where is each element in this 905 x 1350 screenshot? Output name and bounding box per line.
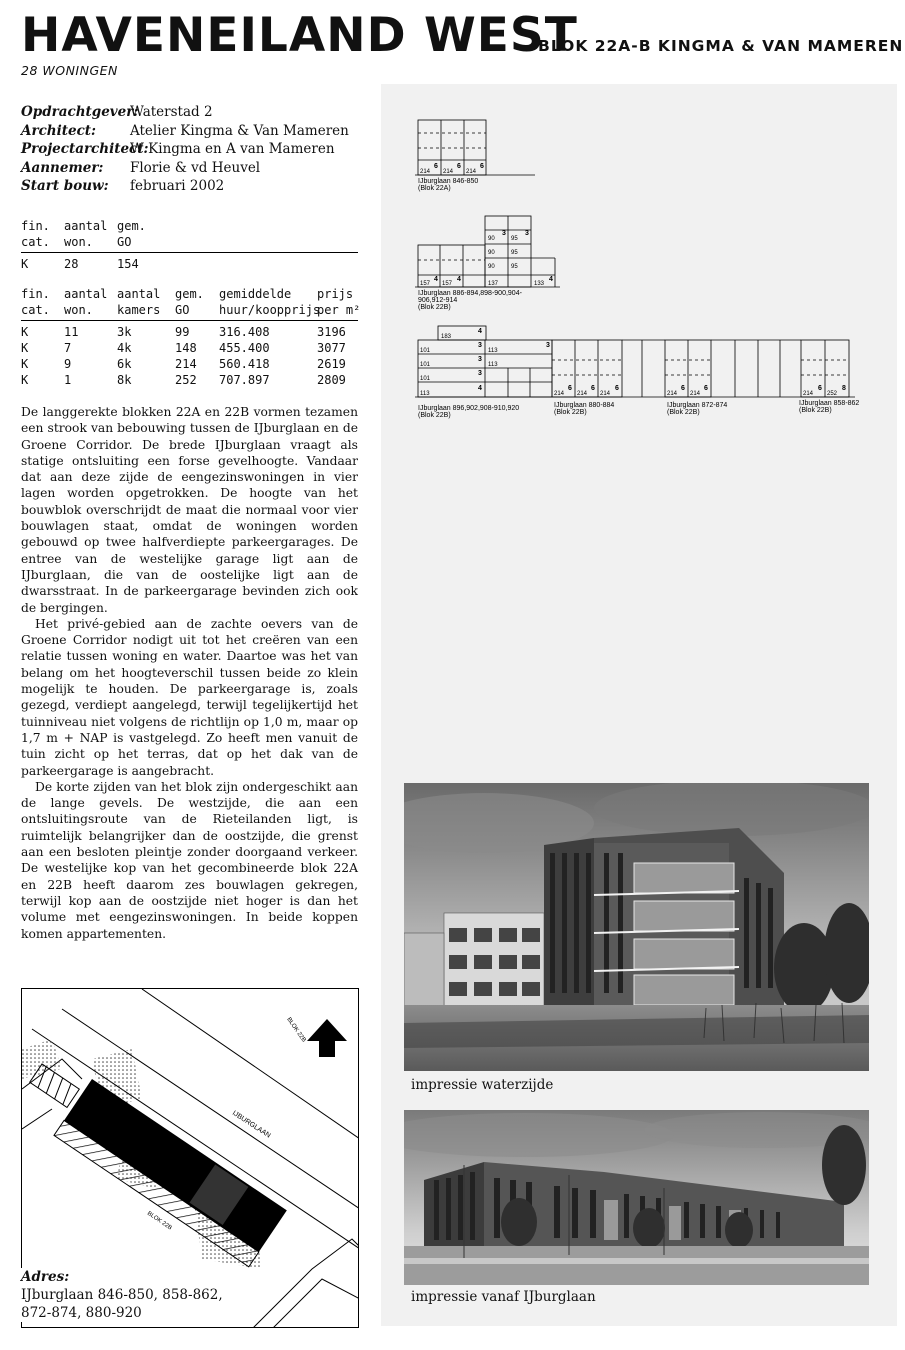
- meta-row: [21, 122, 349, 141]
- north-arrow-icon: [307, 1019, 347, 1057]
- summary-table: [21, 218, 358, 272]
- plan-value: 214: [443, 169, 454, 175]
- plan-label: 906,912-914: [418, 297, 458, 304]
- plan-count: 6: [818, 385, 822, 392]
- table-header: [21, 286, 361, 321]
- caption-ijburglaan: impressie vanaf IJburglaan: [411, 1289, 596, 1305]
- paragraph: De langgerekte blokken 22A en 22B vormen tezamen een strook van bebouwing tussen de IJburglaan en de Groene Corridor. De brede IJburglaan vraagt als statige ontsluiting een forse gevelhoogte. Vandaar dat aan deze zijde de eengezinswoningen in vier lagen worden opgetrokken. De hoogte van het bouwblok overschrijdt de maat die normaal voor vier bouwlagen staat, omdat de woningen worden gebouwd op twee halfverdiepte parkeergarages. De entree van de westelijke garage ligt aan de IJburglaan, die van de oostelijke ligt aan de dwarsstraat. In de parkeergarage bevinden zich ook de bergingen.: [21, 405, 358, 615]
- plan-blok-22a: [415, 120, 535, 175]
- table-cell: 3k: [117, 325, 132, 339]
- plan-count: 4: [478, 385, 482, 392]
- header-cell: fin.: [21, 219, 50, 233]
- plan-label: (Blok 22B): [799, 407, 832, 414]
- blok-label: BLOK 22B: [285, 1016, 307, 1044]
- plan-value: 101: [420, 348, 431, 354]
- table-cell: K: [21, 325, 29, 339]
- table-cell: 3077: [317, 341, 346, 355]
- plan-value: 113: [420, 391, 430, 397]
- plan-label: (Blok 22B): [667, 409, 700, 416]
- address-line: 872-874, 880-920: [21, 1305, 142, 1321]
- plan-value: 214: [803, 391, 814, 397]
- table-cell: 9: [64, 357, 72, 371]
- table-cell: 560.418: [219, 357, 270, 371]
- meta-value: Waterstad 2: [130, 104, 213, 120]
- paragraph: De korte zijden van het blok zijn ondergeschikt aan de lange gevels. De westzijde, die aan een ontsluitingsroute van de Rieteilanden ligt, is ruimtelijk belangrijker dan de oostzijde, die grenst aan een besloten pleintje zonder doorgaand verkeer. De westelijke kop van het gecombineerde blok 22A en 22B heeft daarom zes bouwlagen gekregen, terwijl kop aan de oostzijde niet hoger is dan het volume met eengezinswoningen. In beide koppen komen appartementen.: [21, 779, 358, 941]
- body-text: [21, 404, 358, 942]
- plan-value: 214: [577, 391, 588, 397]
- plan-count: 3: [502, 230, 506, 237]
- plan-value: 101: [420, 376, 431, 382]
- waterside-render: [404, 783, 869, 1071]
- table-cell: 7: [64, 341, 72, 355]
- plan-value: 90: [488, 236, 495, 242]
- plan-value: 90: [488, 264, 495, 270]
- plan-value: 95: [511, 264, 518, 270]
- plan-value: 214: [554, 391, 565, 397]
- plan-value: 133: [534, 281, 545, 287]
- project-meta: [21, 103, 349, 196]
- street-label: IJBURGLAAN: [230, 1109, 272, 1140]
- table-cell: 455.400: [219, 341, 270, 355]
- table-cell: 4k: [117, 341, 132, 355]
- header-cell: won.: [64, 235, 93, 249]
- meta-row: [21, 159, 349, 178]
- meta-value: W Kingma en A van Mameren: [130, 141, 335, 157]
- header-cell: prijs: [317, 287, 354, 301]
- table-row: [21, 340, 358, 356]
- table-cell: K: [21, 357, 29, 371]
- meta-value: Florie & vd Heuvel: [130, 159, 261, 176]
- plan-count: 3: [525, 230, 529, 237]
- table-cell: 154: [117, 257, 139, 271]
- plan-value: 183: [441, 334, 452, 340]
- header-cell: per m²: [317, 303, 361, 317]
- plan-value: 214: [667, 391, 678, 397]
- plan-value: 113: [488, 348, 498, 354]
- header-cell: kamers: [117, 303, 161, 317]
- plan-label: (Blok 22B): [418, 304, 451, 311]
- plan-value: 137: [488, 281, 499, 287]
- address-line: IJburglaan 846-850, 858-862,: [21, 1287, 223, 1303]
- meta-key: Architect:: [21, 122, 97, 139]
- plan-value: 214: [600, 391, 611, 397]
- meta-key: Projectarchitect:: [21, 141, 149, 157]
- plan-label: IJburglaan 880-884: [554, 402, 615, 409]
- header-cell: gem.: [117, 219, 146, 233]
- plan-label: (Blok 22A): [418, 185, 451, 192]
- meta-value: Atelier Kingma & Van Mameren: [130, 122, 349, 139]
- header-cell: fin.: [21, 287, 50, 301]
- plan-value: 252: [827, 391, 838, 397]
- plan-value: 214: [420, 169, 431, 175]
- header-cell: GO: [175, 303, 190, 317]
- plan-label: (Blok 22B): [554, 409, 587, 416]
- table-cell: K: [21, 373, 29, 387]
- header-cell: cat.: [21, 303, 50, 317]
- table-row: [21, 324, 358, 340]
- meta-key: Aannemer:: [21, 159, 104, 176]
- plan-value: 90: [488, 250, 495, 256]
- plan-value: 157: [420, 281, 431, 287]
- street-render: [404, 1110, 869, 1285]
- plan-count: 8: [842, 385, 846, 392]
- photo-waterside: [404, 783, 869, 1071]
- plan-value: 214: [466, 169, 477, 175]
- header-cell: aantal: [64, 287, 108, 301]
- plan-value: 157: [442, 281, 453, 287]
- meta-key: Start bouw:: [21, 178, 109, 194]
- address-label: Adres:: [21, 1269, 70, 1285]
- plan-count: 3: [478, 342, 482, 349]
- plan-count: 4: [434, 276, 438, 283]
- page-title: HAVENEILAND WEST: [21, 8, 578, 63]
- plan-value: 95: [511, 236, 518, 242]
- blok-label: BLOK 22B: [145, 1210, 173, 1232]
- caption-waterside: impressie waterzijde: [411, 1077, 554, 1093]
- table-cell: 252: [175, 373, 197, 387]
- plan-count: 6: [615, 385, 619, 392]
- photo-ijburglaan: [404, 1110, 869, 1285]
- header-cell: aantal: [64, 219, 108, 233]
- header-cell: GO: [117, 235, 132, 249]
- plan-count: 6: [591, 385, 595, 392]
- table-cell: 148: [175, 341, 197, 355]
- page-subtitle: BLOK 22A-B KINGMA & VAN MAMEREN: [538, 37, 904, 55]
- plan-count: 6: [457, 163, 461, 170]
- table-row: [21, 256, 358, 272]
- plan-label: IJburglaan 896,902,908-910,920: [418, 405, 520, 412]
- dwelling-count: 28 WONINGEN: [21, 63, 118, 78]
- paragraph: Het privé-gebied aan de zachte oevers van de Groene Corridor nodigt uit tot het creëren van een relatie tussen woning en water. Daartoe was het van belang om het hoogteverschil tussen beide zo klein mogelijk te houden. De parkeergarage is, zoals gezegd, verdiept aangelegd, terwijl tegelijkertijd het tuinniveau niet volgens de richtlijn op 1,0 m, maar op 1,7 m + NAP is vastgelegd. Zo heeft men vanuit de tuin zicht op het terras, dat op het dak van de parkeergarage is aangebracht.: [21, 616, 358, 778]
- meta-key: Opdrachtgever:: [21, 104, 139, 120]
- plan-value: 113: [488, 362, 498, 368]
- plan-count: 3: [478, 370, 482, 377]
- plan-count: 4: [549, 276, 553, 283]
- plan-label: IJburglaan 886-894,898-900,904-: [418, 290, 522, 297]
- table-cell: 99: [175, 325, 190, 339]
- header-cell: cat.: [21, 235, 50, 249]
- header-cell: won.: [64, 303, 93, 317]
- table-cell: 8k: [117, 373, 132, 387]
- table-cell: K: [21, 341, 29, 355]
- table-cell: 11: [64, 325, 79, 339]
- table-header: [21, 218, 358, 253]
- address: [21, 1268, 227, 1322]
- meta-row: [21, 177, 349, 196]
- table-row: [21, 372, 358, 388]
- table-cell: 1: [64, 373, 72, 387]
- meta-value: februari 2002: [130, 178, 225, 194]
- plan-count: 3: [546, 342, 550, 349]
- floor-plans: [415, 115, 885, 435]
- header-cell: huur/koopprijs: [219, 303, 321, 317]
- table-cell: 707.897: [219, 373, 270, 387]
- plan-label: (Blok 22B): [418, 412, 451, 419]
- plan-value: 214: [690, 391, 701, 397]
- header-cell: gem.: [175, 287, 204, 301]
- detail-table: [21, 286, 361, 388]
- table-cell: 28: [64, 257, 79, 271]
- meta-row: [21, 140, 349, 159]
- plan-count: 6: [568, 385, 572, 392]
- plan-label: IJburglaan 872-874: [667, 402, 728, 409]
- plan-value: 101: [420, 362, 431, 368]
- table-cell: 3196: [317, 325, 346, 339]
- plan-label: IJburglaan 858-862: [799, 400, 860, 407]
- table-cell: 316.408: [219, 325, 270, 339]
- header-cell: gemiddelde: [219, 287, 292, 301]
- plan-count: 4: [478, 328, 482, 335]
- plan-count: 3: [478, 356, 482, 363]
- plan-count: 6: [681, 385, 685, 392]
- table-cell: 2809: [317, 373, 346, 387]
- table-cell: 214: [175, 357, 197, 371]
- table-row: [21, 356, 358, 372]
- plan-value: 95: [511, 250, 518, 256]
- plan-count: 6: [704, 385, 708, 392]
- table-cell: K: [21, 257, 29, 271]
- meta-row: [21, 103, 349, 122]
- table-cell: 2619: [317, 357, 346, 371]
- plan-count: 6: [480, 163, 484, 170]
- table-cell: 6k: [117, 357, 132, 371]
- plan-label: IJburglaan 846-850: [418, 178, 479, 185]
- header-cell: aantal: [117, 287, 161, 301]
- plan-count: 6: [434, 163, 438, 170]
- plan-count: 4: [457, 276, 461, 283]
